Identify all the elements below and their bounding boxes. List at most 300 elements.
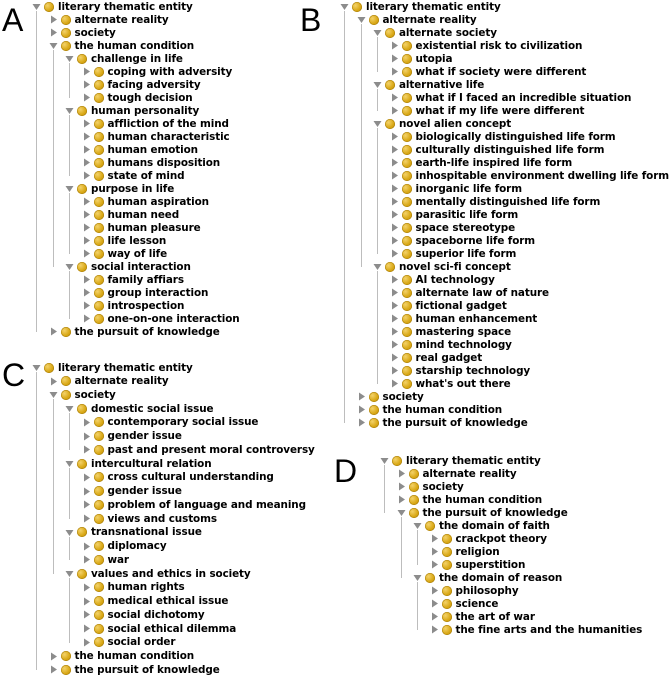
- class-circle-icon: [44, 2, 54, 12]
- class-circle-icon: [442, 625, 452, 635]
- tree-node[interactable]: [82, 471, 274, 484]
- tree-node-label: group interaction: [107, 286, 209, 299]
- triangle-right-icon[interactable]: [357, 418, 366, 427]
- tree-node-label: the human condition: [382, 403, 503, 416]
- tree-node-label: literary thematic entity: [406, 454, 541, 467]
- triangle-right-icon[interactable]: [49, 15, 58, 24]
- tree-node-label: human pleasure: [107, 221, 201, 234]
- triangle-down-icon[interactable]: [49, 41, 58, 50]
- tree-node[interactable]: [82, 430, 182, 443]
- class-circle-icon: [61, 41, 71, 51]
- triangle-right-icon[interactable]: [390, 249, 399, 258]
- tree-node[interactable]: [390, 247, 517, 260]
- tree-node[interactable]: [390, 143, 605, 156]
- tree-node-label: social ethical dilemma: [107, 622, 237, 635]
- class-circle-icon: [369, 15, 379, 25]
- triangle-right-icon[interactable]: [397, 495, 406, 504]
- tree-node[interactable]: [357, 13, 477, 26]
- tree-node[interactable]: [82, 286, 209, 299]
- tree-node[interactable]: [390, 351, 483, 364]
- tree-node[interactable]: [390, 39, 583, 52]
- tree-node-label: affliction of the mind: [107, 117, 229, 130]
- class-circle-icon: [94, 197, 104, 207]
- tree-node[interactable]: [390, 299, 507, 312]
- tree-node-label: cross cultural understanding: [107, 471, 274, 484]
- tree-node[interactable]: [373, 117, 511, 130]
- triangle-right-icon[interactable]: [397, 469, 406, 478]
- tree-node[interactable]: [357, 416, 528, 429]
- triangle-right-icon[interactable]: [82, 487, 91, 496]
- tree-guide-line: [377, 128, 378, 254]
- tree-node[interactable]: [430, 584, 519, 597]
- tree-node-label: the art of war: [455, 610, 535, 623]
- class-circle-icon: [392, 456, 402, 466]
- triangle-right-icon[interactable]: [390, 340, 399, 349]
- tree-node[interactable]: [49, 388, 116, 401]
- triangle-right-icon[interactable]: [82, 597, 91, 606]
- triangle-right-icon[interactable]: [390, 210, 399, 219]
- tree-node[interactable]: [390, 156, 573, 169]
- triangle-right-icon[interactable]: [82, 445, 91, 454]
- tree-node[interactable]: [430, 532, 547, 545]
- tree-node[interactable]: [82, 91, 193, 104]
- tree-node[interactable]: [82, 485, 182, 498]
- triangle-right-icon[interactable]: [390, 223, 399, 232]
- triangle-down-icon[interactable]: [397, 508, 406, 517]
- class-circle-icon: [61, 15, 71, 25]
- tree-guide-line: [69, 271, 70, 319]
- triangle-down-icon[interactable]: [65, 184, 74, 193]
- tree-node[interactable]: [82, 443, 315, 456]
- tree-guide-line: [69, 115, 70, 176]
- triangle-right-icon[interactable]: [390, 197, 399, 206]
- triangle-right-icon[interactable]: [390, 379, 399, 388]
- class-circle-icon: [94, 275, 104, 285]
- triangle-down-icon[interactable]: [413, 573, 422, 582]
- triangle-down-icon[interactable]: [373, 119, 382, 128]
- tree-node[interactable]: [65, 182, 174, 195]
- tree-node[interactable]: [390, 52, 453, 65]
- tree-node-label: superior life form: [415, 247, 517, 260]
- tree-node[interactable]: [390, 65, 587, 78]
- class-circle-icon: [94, 314, 104, 324]
- triangle-right-icon[interactable]: [82, 473, 91, 482]
- tree-node-label: society: [422, 480, 464, 493]
- triangle-down-icon[interactable]: [65, 459, 74, 468]
- tree-node[interactable]: [413, 571, 562, 584]
- triangle-right-icon[interactable]: [82, 514, 91, 523]
- triangle-right-icon[interactable]: [357, 392, 366, 401]
- triangle-right-icon[interactable]: [82, 638, 91, 647]
- tree-node-label: human aspiration: [107, 195, 209, 208]
- triangle-right-icon[interactable]: [390, 41, 399, 50]
- tree-node[interactable]: [390, 104, 585, 117]
- class-circle-icon: [94, 582, 104, 592]
- class-circle-icon: [77, 54, 87, 64]
- triangle-right-icon[interactable]: [82, 610, 91, 619]
- tree-node-label: one-on-one interaction: [107, 312, 240, 325]
- triangle-right-icon[interactable]: [82, 555, 91, 564]
- tree-node[interactable]: [397, 480, 464, 493]
- triangle-right-icon[interactable]: [390, 132, 399, 141]
- triangle-right-icon[interactable]: [430, 534, 439, 543]
- tree-node-label: medical ethical issue: [107, 595, 229, 608]
- class-circle-icon: [442, 547, 452, 557]
- tree-node[interactable]: [82, 512, 217, 525]
- tree-node-label: the human condition: [74, 650, 195, 663]
- class-circle-icon: [402, 145, 412, 155]
- tree-node[interactable]: [82, 195, 209, 208]
- class-circle-icon: [77, 527, 87, 537]
- tree-node[interactable]: [65, 457, 212, 470]
- triangle-right-icon[interactable]: [82, 301, 91, 310]
- class-circle-icon: [402, 249, 412, 259]
- triangle-right-icon[interactable]: [397, 482, 406, 491]
- tree-node-label: alternate society: [399, 26, 497, 39]
- tree-node[interactable]: [65, 567, 251, 580]
- tree-node-label: life lesson: [107, 234, 167, 247]
- tree-node-label: views and customs: [107, 512, 217, 525]
- tree-node[interactable]: [82, 299, 185, 312]
- tree-node[interactable]: [82, 169, 185, 182]
- tree-node-label: the human condition: [422, 493, 543, 506]
- tree-node-label: real gadget: [415, 351, 483, 364]
- triangle-down-icon[interactable]: [340, 2, 349, 11]
- tree-guide-line: [344, 11, 345, 423]
- tree-node-label: social dichotomy: [107, 608, 205, 621]
- tree-node[interactable]: [390, 130, 616, 143]
- tree-node-label: religion: [455, 545, 500, 558]
- tree-guide-line: [69, 537, 70, 560]
- class-circle-icon: [402, 106, 412, 116]
- tree-node[interactable]: [390, 234, 536, 247]
- tree-node[interactable]: [49, 663, 220, 676]
- triangle-right-icon[interactable]: [390, 106, 399, 115]
- class-circle-icon: [77, 569, 87, 579]
- tree-node[interactable]: [65, 104, 199, 117]
- triangle-right-icon[interactable]: [82, 500, 91, 509]
- triangle-right-icon[interactable]: [49, 28, 58, 37]
- tree-node[interactable]: [390, 91, 632, 104]
- tree-guide-line: [417, 530, 418, 565]
- tree-node[interactable]: [390, 338, 512, 351]
- tree-node[interactable]: [373, 26, 497, 39]
- triangle-down-icon[interactable]: [65, 54, 74, 63]
- triangle-right-icon[interactable]: [430, 599, 439, 608]
- triangle-right-icon[interactable]: [390, 67, 399, 76]
- tree-node[interactable]: [390, 325, 512, 338]
- tree-node[interactable]: [82, 143, 198, 156]
- tree-node[interactable]: [82, 622, 237, 635]
- triangle-right-icon[interactable]: [390, 145, 399, 154]
- triangle-right-icon[interactable]: [82, 624, 91, 633]
- tree-node-label: human enhancement: [415, 312, 538, 325]
- triangle-right-icon[interactable]: [82, 542, 91, 551]
- tree-node[interactable]: [430, 597, 499, 610]
- tree-guide-line: [377, 271, 378, 384]
- triangle-right-icon[interactable]: [82, 223, 91, 232]
- triangle-right-icon[interactable]: [390, 275, 399, 284]
- tree-node[interactable]: [82, 273, 184, 286]
- triangle-right-icon[interactable]: [390, 314, 399, 323]
- triangle-right-icon[interactable]: [49, 327, 58, 336]
- class-circle-icon: [94, 637, 104, 647]
- class-circle-icon: [409, 482, 419, 492]
- tree-node[interactable]: [82, 208, 180, 221]
- class-circle-icon: [402, 353, 412, 363]
- tree-node[interactable]: [65, 402, 213, 415]
- tree-guide-line: [417, 582, 418, 630]
- tree-node[interactable]: [32, 361, 193, 374]
- tree-node[interactable]: [413, 519, 550, 532]
- triangle-right-icon[interactable]: [82, 119, 91, 128]
- triangle-right-icon[interactable]: [390, 288, 399, 297]
- triangle-right-icon[interactable]: [390, 54, 399, 63]
- class-circle-icon: [425, 573, 435, 583]
- tree-node-label: the fine arts and the humanities: [455, 623, 643, 636]
- triangle-right-icon[interactable]: [390, 301, 399, 310]
- class-circle-icon: [94, 132, 104, 142]
- tree-node[interactable]: [82, 65, 233, 78]
- triangle-right-icon[interactable]: [430, 612, 439, 621]
- tree-node[interactable]: [430, 623, 643, 636]
- class-circle-icon: [94, 301, 104, 311]
- tree-node[interactable]: [340, 0, 501, 13]
- tree-node-label: introspection: [107, 299, 185, 312]
- tree-node-label: mentally distinguished life form: [415, 195, 601, 208]
- tree-node-label: culturally distinguished life form: [415, 143, 605, 156]
- tree-guide-line: [69, 468, 70, 519]
- class-circle-icon: [402, 366, 412, 376]
- tree-node[interactable]: [373, 78, 484, 91]
- tree-node[interactable]: [390, 208, 519, 221]
- tree-node[interactable]: [397, 506, 568, 519]
- tree-node[interactable]: [390, 286, 549, 299]
- triangle-right-icon[interactable]: [430, 560, 439, 569]
- triangle-right-icon[interactable]: [82, 418, 91, 427]
- class-circle-icon: [77, 106, 87, 116]
- tree-node[interactable]: [390, 377, 511, 390]
- tree-node[interactable]: [65, 260, 191, 273]
- class-circle-icon: [402, 54, 412, 64]
- tree-node-label: literary thematic entity: [366, 0, 501, 13]
- tree-node[interactable]: [82, 221, 201, 234]
- tree-node[interactable]: [390, 182, 522, 195]
- triangle-right-icon[interactable]: [82, 132, 91, 141]
- tree-node[interactable]: [82, 247, 168, 260]
- triangle-right-icon[interactable]: [390, 353, 399, 362]
- class-circle-icon: [94, 171, 104, 181]
- tree-node[interactable]: [430, 558, 526, 571]
- triangle-down-icon[interactable]: [65, 569, 74, 578]
- triangle-right-icon[interactable]: [430, 547, 439, 556]
- tree-node[interactable]: [49, 26, 116, 39]
- tree-node-label: coping with adversity: [107, 65, 233, 78]
- tree-node[interactable]: [49, 325, 220, 338]
- tree-node[interactable]: [380, 454, 541, 467]
- tree-node[interactable]: [390, 169, 669, 182]
- triangle-right-icon[interactable]: [82, 93, 91, 102]
- tree-node-label: society: [74, 388, 116, 401]
- triangle-right-icon[interactable]: [82, 314, 91, 323]
- tree-node-label: human emotion: [107, 143, 198, 156]
- triangle-right-icon[interactable]: [390, 93, 399, 102]
- tree-guide-line: [401, 517, 402, 578]
- tree-node[interactable]: [49, 39, 195, 52]
- triangle-right-icon[interactable]: [82, 197, 91, 206]
- tree-node[interactable]: [82, 553, 129, 566]
- triangle-right-icon[interactable]: [82, 171, 91, 180]
- triangle-down-icon[interactable]: [32, 2, 41, 11]
- class-circle-icon: [442, 599, 452, 609]
- tree-node-label: tough decision: [107, 91, 193, 104]
- triangle-right-icon[interactable]: [49, 377, 58, 386]
- triangle-down-icon[interactable]: [380, 456, 389, 465]
- tree-node[interactable]: [65, 526, 202, 539]
- tree-node-label: human personality: [91, 104, 200, 117]
- tree-node[interactable]: [397, 467, 517, 480]
- triangle-right-icon[interactable]: [82, 432, 91, 441]
- triangle-down-icon[interactable]: [32, 363, 41, 372]
- triangle-right-icon[interactable]: [82, 80, 91, 89]
- triangle-down-icon[interactable]: [413, 521, 422, 530]
- triangle-right-icon[interactable]: [390, 327, 399, 336]
- tree-node-label: utopia: [415, 52, 453, 65]
- tree-node[interactable]: [390, 312, 538, 325]
- class-circle-icon: [94, 500, 104, 510]
- triangle-right-icon[interactable]: [390, 171, 399, 180]
- tree-node-label: AI technology: [415, 273, 495, 286]
- tree-node[interactable]: [65, 52, 183, 65]
- tree-node[interactable]: [430, 545, 500, 558]
- triangle-right-icon[interactable]: [82, 236, 91, 245]
- tree-node[interactable]: [390, 364, 531, 377]
- triangle-down-icon[interactable]: [65, 106, 74, 115]
- triangle-right-icon[interactable]: [82, 583, 91, 592]
- class-circle-icon: [402, 314, 412, 324]
- class-circle-icon: [94, 445, 104, 455]
- class-circle-icon: [385, 28, 395, 38]
- triangle-right-icon[interactable]: [430, 625, 439, 634]
- triangle-down-icon[interactable]: [65, 528, 74, 537]
- triangle-right-icon[interactable]: [82, 288, 91, 297]
- tree-node[interactable]: [49, 375, 169, 388]
- class-circle-icon: [94, 119, 104, 129]
- tree-node-label: problem of language and meaning: [107, 498, 306, 511]
- tree-node[interactable]: [82, 234, 167, 247]
- tree-node[interactable]: [82, 416, 259, 429]
- tree-node[interactable]: [82, 498, 306, 511]
- tree-node[interactable]: [397, 493, 543, 506]
- tree-node[interactable]: [32, 0, 193, 13]
- triangle-down-icon[interactable]: [65, 262, 74, 271]
- tree-node[interactable]: [390, 195, 601, 208]
- tree-node-label: way of life: [107, 247, 168, 260]
- tree-node[interactable]: [82, 130, 230, 143]
- tree-node[interactable]: [373, 260, 511, 273]
- triangle-right-icon[interactable]: [390, 184, 399, 193]
- class-circle-icon: [425, 521, 435, 531]
- triangle-down-icon[interactable]: [65, 404, 74, 413]
- tree-guide-line: [53, 50, 54, 267]
- tree-node-label: alternate law of nature: [415, 286, 549, 299]
- triangle-right-icon[interactable]: [430, 586, 439, 595]
- tree-node[interactable]: [357, 403, 503, 416]
- tree-node-label: human need: [107, 208, 180, 221]
- class-circle-icon: [402, 171, 412, 181]
- tree-node[interactable]: [82, 540, 167, 553]
- triangle-right-icon[interactable]: [82, 210, 91, 219]
- class-circle-icon: [44, 363, 54, 373]
- triangle-down-icon[interactable]: [49, 390, 58, 399]
- triangle-right-icon[interactable]: [82, 249, 91, 258]
- triangle-down-icon[interactable]: [373, 262, 382, 271]
- triangle-down-icon[interactable]: [373, 80, 382, 89]
- triangle-right-icon[interactable]: [82, 158, 91, 167]
- class-circle-icon: [409, 469, 419, 479]
- tree-node[interactable]: [49, 13, 169, 26]
- tree-node[interactable]: [82, 636, 176, 649]
- tree-node-label: literary thematic entity: [58, 361, 193, 374]
- class-circle-icon: [94, 610, 104, 620]
- tree-node[interactable]: [82, 581, 185, 594]
- class-circle-icon: [77, 184, 87, 194]
- tree-node[interactable]: [82, 78, 201, 91]
- tree-node-label: the pursuit of knowledge: [74, 663, 220, 676]
- tree-node[interactable]: [82, 117, 229, 130]
- class-circle-icon: [402, 275, 412, 285]
- tree-node[interactable]: [82, 608, 205, 621]
- tree-node-label: humans disposition: [107, 156, 221, 169]
- tree-node-label: spaceborne life form: [415, 234, 536, 247]
- class-circle-icon: [352, 2, 362, 12]
- tree-node[interactable]: [49, 650, 195, 663]
- tree-node-label: state of mind: [107, 169, 185, 182]
- class-circle-icon: [385, 119, 395, 129]
- class-circle-icon: [402, 210, 412, 220]
- triangle-right-icon[interactable]: [390, 366, 399, 375]
- triangle-right-icon[interactable]: [390, 236, 399, 245]
- tree-node[interactable]: [82, 156, 221, 169]
- class-circle-icon: [94, 555, 104, 565]
- tree-node[interactable]: [82, 312, 240, 325]
- tree-node[interactable]: [82, 595, 229, 608]
- tree-node-label: crackpot theory: [455, 532, 547, 545]
- class-circle-icon: [94, 541, 104, 551]
- triangle-right-icon[interactable]: [82, 275, 91, 284]
- triangle-right-icon[interactable]: [49, 652, 58, 661]
- triangle-down-icon[interactable]: [357, 15, 366, 24]
- tree-node[interactable]: [430, 610, 535, 623]
- class-circle-icon: [61, 665, 71, 675]
- tree-node[interactable]: [390, 273, 495, 286]
- class-circle-icon: [77, 459, 87, 469]
- class-circle-icon: [402, 41, 412, 51]
- triangle-right-icon[interactable]: [357, 405, 366, 414]
- class-circle-icon: [402, 132, 412, 142]
- class-circle-icon: [94, 93, 104, 103]
- tree-node-label: challenge in life: [91, 52, 183, 65]
- triangle-right-icon[interactable]: [82, 145, 91, 154]
- triangle-down-icon[interactable]: [373, 28, 382, 37]
- triangle-right-icon[interactable]: [390, 158, 399, 167]
- tree-node[interactable]: [390, 221, 516, 234]
- triangle-right-icon[interactable]: [82, 67, 91, 76]
- tree-node-label: the domain of faith: [439, 519, 550, 532]
- class-circle-icon: [94, 158, 104, 168]
- triangle-right-icon[interactable]: [49, 665, 58, 674]
- tree-node[interactable]: [357, 390, 424, 403]
